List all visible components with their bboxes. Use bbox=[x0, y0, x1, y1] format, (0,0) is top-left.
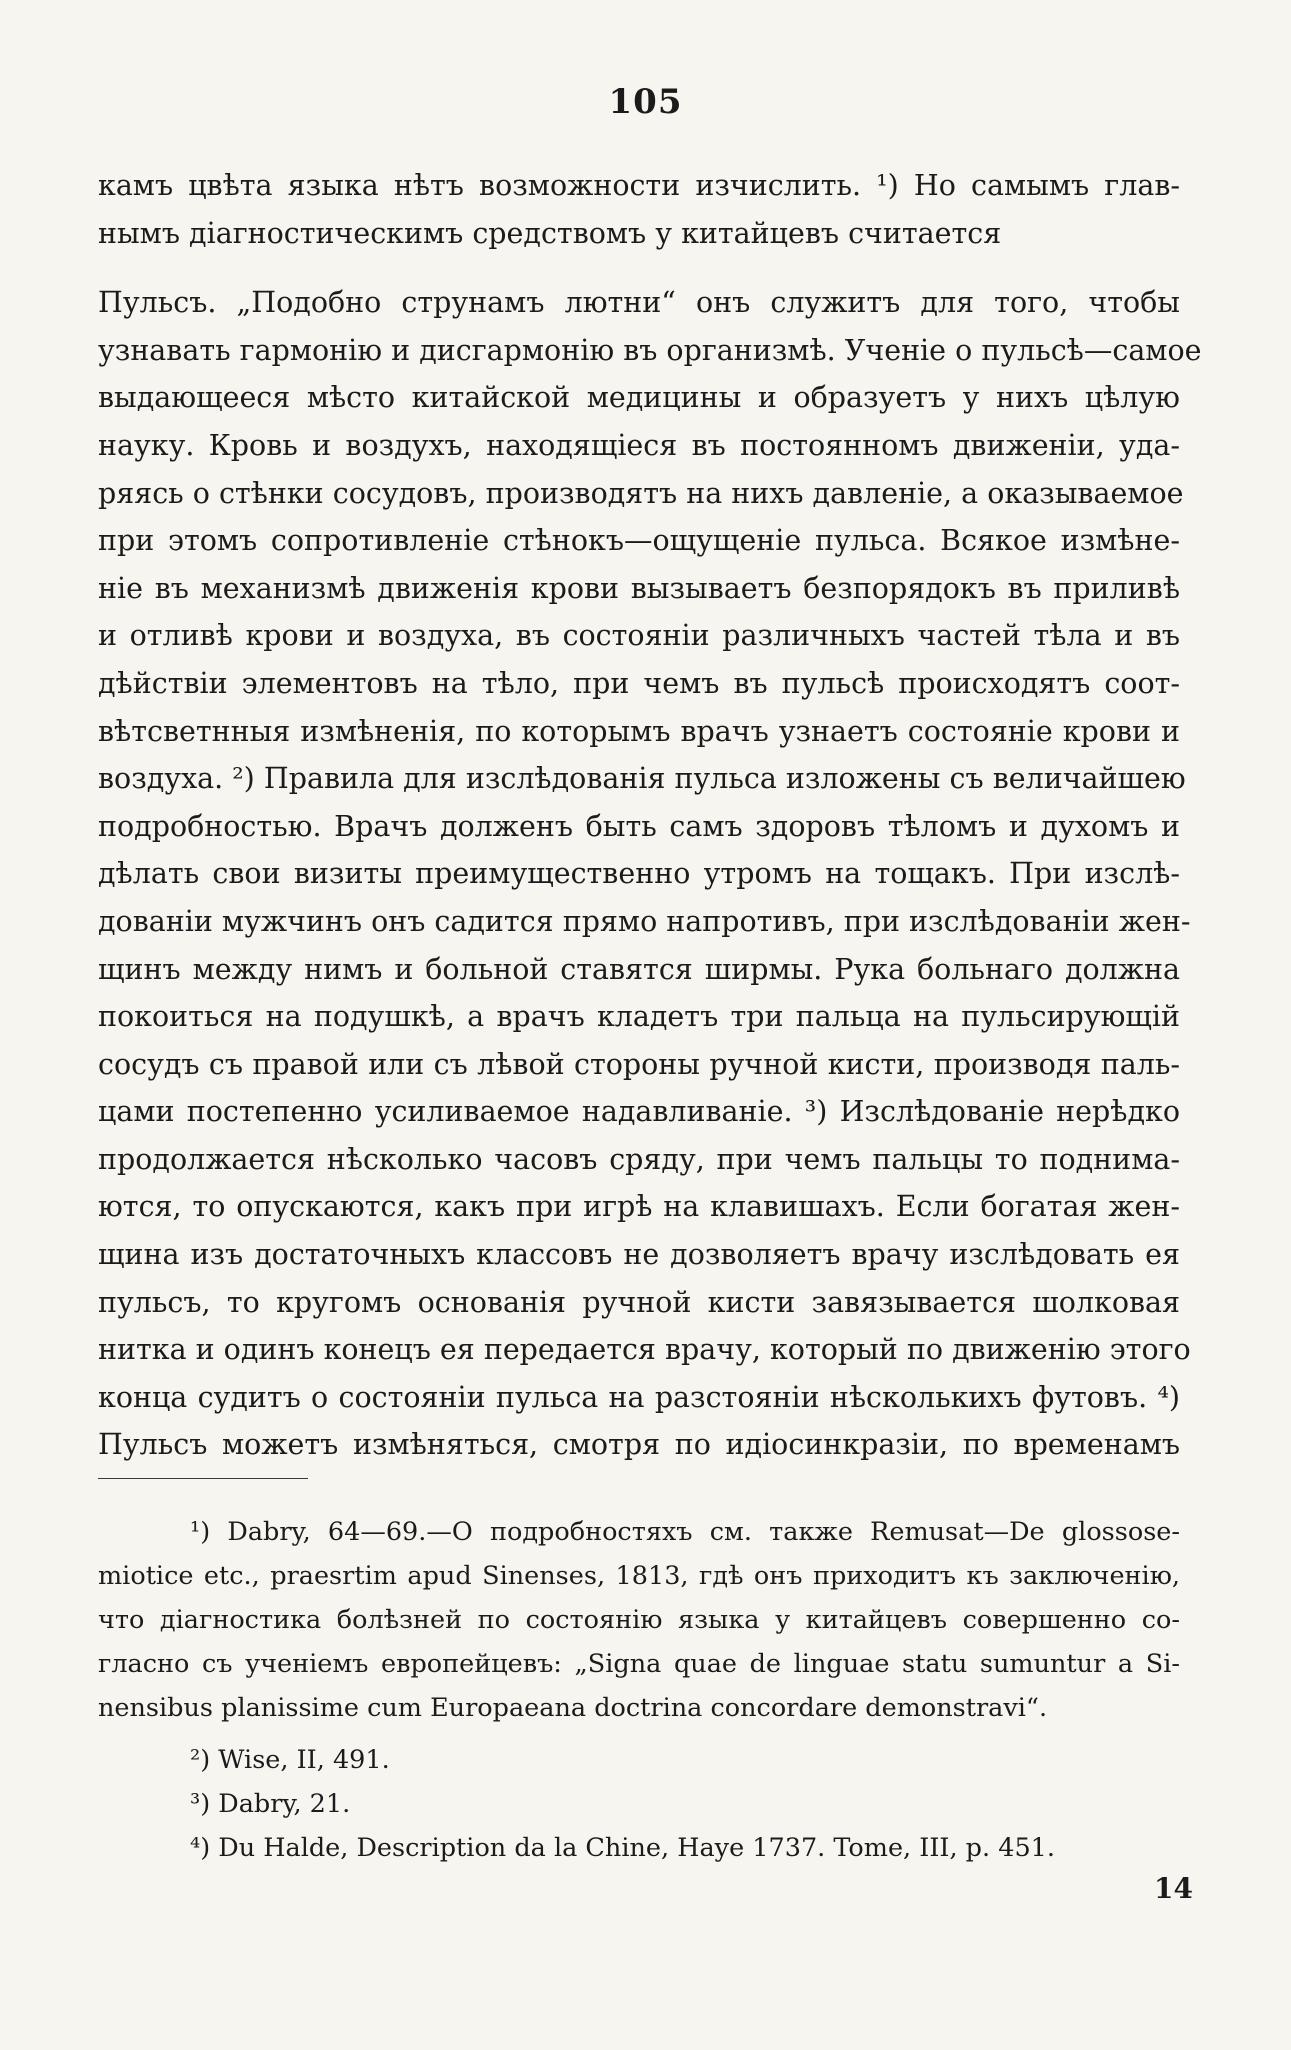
footnote-line: nensibus planissime cum Europaeana doctrina concordare demonstravi“. bbox=[98, 1693, 1048, 1723]
text-line: щина изъ достаточныхъ классовъ не дозволяетъ врачу изслѣдовать ея bbox=[98, 1238, 1180, 1272]
text-line: и отливѣ крови и воздуха, въ состояніи различныхъ частей тѣла и въ bbox=[98, 619, 1180, 653]
footnotes bbox=[98, 1510, 1180, 1870]
text-line: дѣйствіи элементовъ на тѣло, при чемъ въ пульсѣ происходятъ соот- bbox=[98, 666, 1180, 700]
footnote-line: ⁴) Du Halde, Description da la Chine, Haye 1737. Tome, III, p. 451. bbox=[190, 1833, 1055, 1863]
text-line: Пульсъ. „Подобно струнамъ лютни“ онъ служитъ для того, чтобы bbox=[98, 286, 1180, 320]
text-line: выдающееся мѣсто китайской медицины и образуетъ у нихъ цѣлую bbox=[98, 381, 1180, 415]
text-line: цами постепенно усиливаемое надавливаніе. ³) Изслѣдованіе нерѣдко bbox=[98, 1095, 1180, 1129]
text-line: ніе въ механизмѣ движенія крови вызываетъ безпорядокъ въ приливѣ bbox=[98, 571, 1180, 605]
text-line: ряясь о стѣнки сосудовъ, производятъ на нихъ давленіе, а оказываемое bbox=[98, 476, 1184, 510]
text-line: сосудъ съ правой или съ лѣвой стороны ручной кисти, производя паль- bbox=[98, 1047, 1180, 1081]
text-line: узнавать гармонію и дисгармонію въ организмѣ. Ученіе о пульсѣ—самое bbox=[98, 333, 1202, 367]
text-line: покоиться на подушкѣ, а врачъ кладетъ три пальца на пульсирующій bbox=[98, 1000, 1180, 1034]
text-line: вѣтсветнныя измѣненія, по которымъ врачъ узнаетъ состояніе крови и bbox=[98, 714, 1180, 748]
footnote-line: ³) Dabry, 21. bbox=[190, 1789, 351, 1819]
text-line: щинъ между нимъ и больной ставятся ширмы. Рука больнаго должна bbox=[98, 952, 1180, 986]
text-line: науку. Кровь и воздухъ, находящіеся въ постоянномъ движеніи, уда- bbox=[98, 428, 1180, 462]
footnote-divider bbox=[98, 1478, 308, 1479]
text-line: подробностью. Врачъ долженъ быть самъ здоровъ тѣломъ и духомъ и bbox=[98, 809, 1180, 843]
text-line: дѣлать свои визиты преимущественно утромъ на тощакъ. При изслѣ- bbox=[98, 857, 1180, 891]
text-line: ются, то опускаются, какъ при игрѣ на клавишахъ. Если богатая жен- bbox=[98, 1190, 1180, 1224]
text-line: нымъ діагностическимъ средствомъ у китайцевъ считается bbox=[98, 216, 1002, 250]
footnote-line: что діагностика болѣзней по состоянію языка у китайцевъ совершенно со- bbox=[98, 1605, 1180, 1635]
paragraph-gap bbox=[98, 257, 1180, 279]
text-line: при этомъ сопротивленіе стѣнокъ—ощущеніе пульса. Всякое измѣне- bbox=[98, 524, 1180, 558]
main-text bbox=[98, 162, 1202, 1469]
text-line: дованіи мужчинъ онъ садится прямо напротивъ, при изслѣдованіи жен- bbox=[98, 904, 1191, 938]
footnote-line: miotice etc., praesrtim apud Sinenses, 1813, гдѣ онъ приходитъ къ заключенію, bbox=[98, 1561, 1180, 1591]
footnote-line: ²) Wise, II, 491. bbox=[190, 1745, 390, 1775]
text-line: нитка и одинъ конецъ ея передается врачу, который по движенію этого bbox=[98, 1333, 1191, 1367]
text-line: продолжается нѣсколько часовъ сряду, при чемъ пальцы то поднима- bbox=[98, 1142, 1180, 1176]
text-line: пульсъ, то кругомъ основанія ручной кисти завязывается шолковая bbox=[98, 1285, 1180, 1319]
text-line: конца судитъ о состояніи пульса на разстояніи нѣсколькихъ футовъ. ⁴) bbox=[98, 1380, 1180, 1414]
text-line: Пульсъ можетъ измѣняться, смотря по идіосинкразіи, по временамъ bbox=[98, 1428, 1180, 1462]
footnote-line: ¹) Dabry, 64—69.—О подробностяхъ см. также Remusat—De glossose- bbox=[190, 1517, 1180, 1547]
page-number: 105 bbox=[608, 82, 683, 122]
text-line: камъ цвѣта языка нѣтъ возможности изчислить. ¹) Но самымъ глав- bbox=[98, 169, 1180, 202]
footnote-line: гласно съ ученіемъ европейцевъ: „Signa quae de linguae statu sumuntur a Si- bbox=[98, 1649, 1180, 1679]
text-line: воздуха. ²) Правила для изслѣдованія пульса изложены съ величайшею bbox=[98, 762, 1186, 796]
signature-mark: 14 bbox=[1154, 1872, 1193, 1905]
